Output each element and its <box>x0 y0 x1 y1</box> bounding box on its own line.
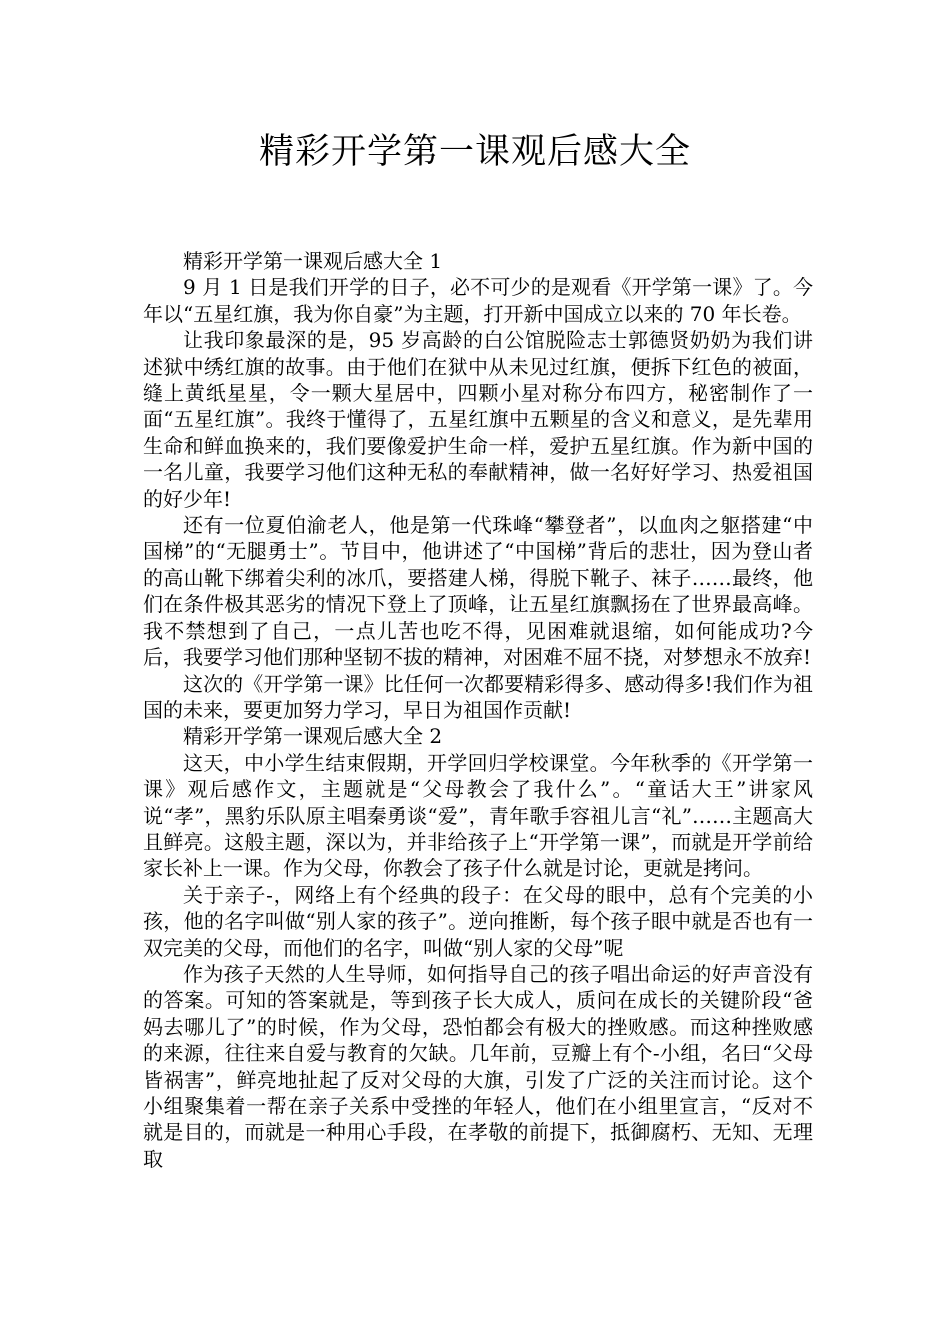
paragraph: 这次的《开学第一课》比任何一次都要精彩得多、感动得多!我们作为祖国的未来，要更加努力学习，早日为祖国作贡献! <box>143 671 813 722</box>
paragraph: 关于亲子-，网络上有个经典的段子：在父母的眼中，总有个完美的小孩，他的名字叫做“别人家的孩子”。逆向推断，每个孩子眼中就是否也有一双完美的父母，而他们的名字，叫做“别人家的父母”呢 <box>143 882 813 960</box>
document-body <box>143 248 813 1172</box>
paragraph: 这天，中小学生结束假期，开学回归学校课堂。今年秋季的《开学第一课》观后感作文，主题就是“父母教会了我什么”。“童话大王”讲家风说“孝”，黑豹乐队原主唱秦勇谈“爱”，青年歌手容祖儿言“礼”……主题高大且鲜亮。这般主题，深以为，并非给孩子上“开学第一课”，而就是开学前给家长补上一课。作为父母，你教会了孩子什么就是讨论，更就是拷问。 <box>143 750 813 881</box>
paragraph: 作为孩子天然的人生导师，如何指导自己的孩子唱出命运的好声音没有的答案。可知的答案就是，等到孩子长大成人，质问在成长的关键阶段“爸妈去哪儿了”的时候，作为父母，恐怕都会有极大的挫败感。而这种挫败感的来源，往往来自爱与教育的欠缺。几年前，豆瓣上有个-小组，名曰“父母皆祸害”，鲜亮地扯起了反对父母的大旗，引发了广泛的关注而讨论。这个小组聚集着一帮在亲子关系中受挫的年轻人，他们在小组里宣言，“反对不就是目的，而就是一种用心手段，在孝敬的前提下，抵御腐朽、无知、无理取 <box>143 961 813 1171</box>
paragraph: 9 月 1 日是我们开学的日子，必不可少的是观看《开学第一课》了。今年以“五星红旗，我为你自豪”为主题，打开新中国成立以来的 70 年长卷。 <box>143 275 813 326</box>
document-title: 精彩开学第一课观后感大全 <box>258 132 691 172</box>
section-heading: 精彩开学第一课观后感大全 1 <box>183 249 443 273</box>
section-heading: 精彩开学第一课观后感大全 2 <box>183 724 443 749</box>
paragraph: 还有一位夏伯渝老人，他是第一代珠峰“攀登者”，以血肉之躯搭建“中国梯”的“无腿勇士”。节目中，他讲述了“中国梯”背后的悲壮，因为登山者的高山靴下绑着尖利的冰爪，要搭建人梯，得脱下靴子、袜子……最终，他们在条件极其恶劣的情况下登上了顶峰，让五星红旗飘扬在了世界最高峰。我不禁想到了自己，一点儿苦也吃不得，见困难就退缩，如何能成功?今后，我要学习他们那种坚韧不拔的精神，对困难不屈不挠，对梦想永不放弃! <box>143 513 813 670</box>
paragraph: 让我印象最深的是，95 岁高龄的白公馆脱险志士郭德贤奶奶为我们讲述狱中绣红旗的故事。由于他们在狱中从未见过红旗，便拆下红色的被面，缝上黄纸星星，令一颗大星居中，四颗小星对称分布四方，秘密制作了一面“五星红旗”。我终于懂得了，五星红旗中五颗星的含义和意义，是先辈用生命和鲜血换来的，我们要像爱护生命一样，爱护五星红旗。作为新中国的一名儿童，我要学习他们这种无私的奉献精神，做一名好好学习、热爱祖国的好少年! <box>143 328 813 511</box>
